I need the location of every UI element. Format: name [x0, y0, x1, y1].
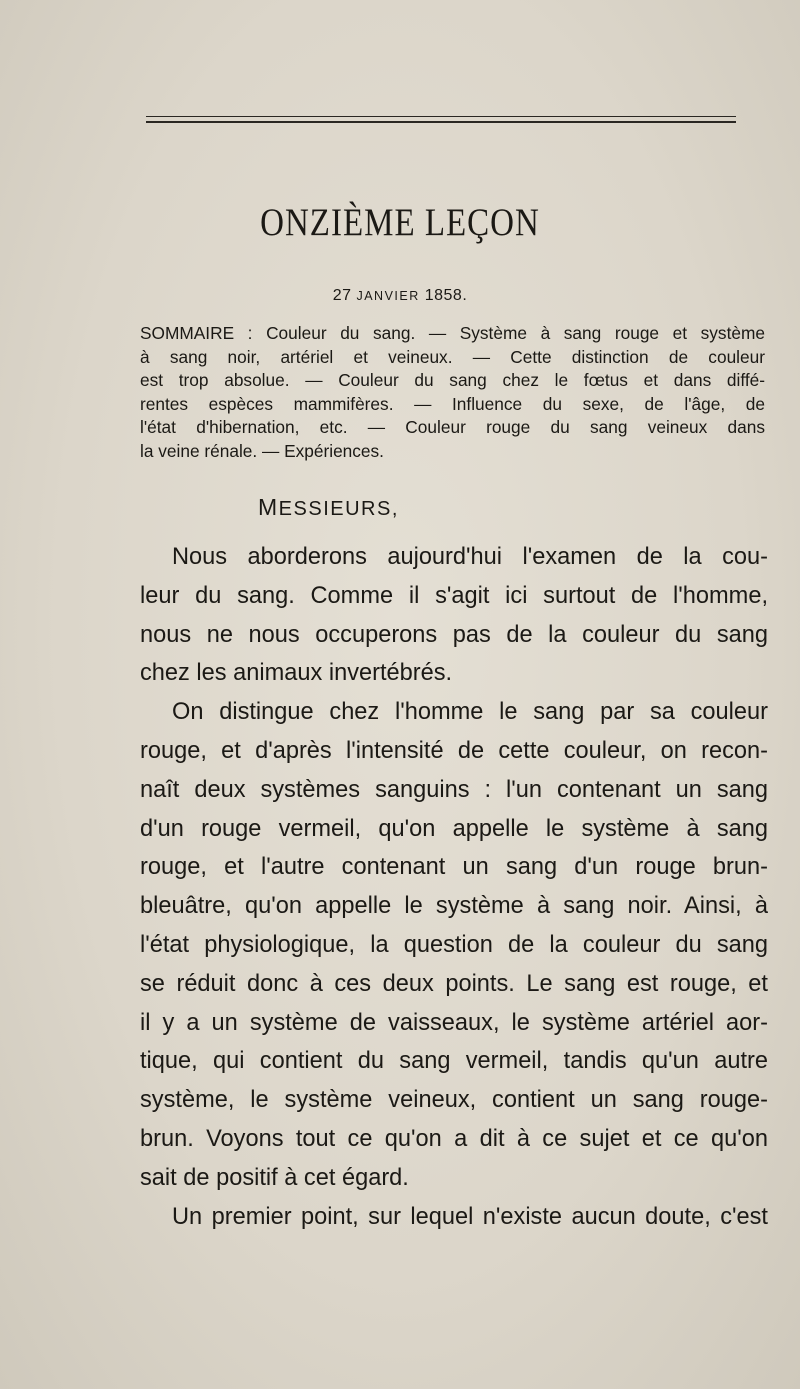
summary-block: [140, 322, 765, 464]
body-text: [140, 538, 768, 1236]
body-line: Un premier point, sur lequel n'existe aucun doute, c'est: [172, 1203, 768, 1230]
summary-line: l'état d'hibernation, etc. — Couleur rouge du sang veineux dans: [140, 417, 765, 438]
summary-line: à sang noir, artériel et veineux. — Cette distinction de couleur: [140, 346, 765, 367]
salutation: [258, 494, 399, 521]
body-line: sait de positif à cet égard.: [140, 1164, 409, 1191]
body-line: système, le système veineux, contient un sang rouge-: [140, 1087, 768, 1114]
body-line: Nous aborderons aujourd'hui l'examen de la cou-: [172, 544, 768, 570]
body-line: bleuâtre, qu'on appelle le système à sang noir. Ainsi, à: [140, 893, 768, 920]
body-line: rouge, et d'après l'intensité de cette couleur, on recon-: [140, 737, 768, 764]
header-rule-thin: [146, 116, 736, 117]
date-day: 27: [332, 287, 352, 304]
salutation-rest: ESSIEURS,: [278, 498, 399, 520]
body-line: naît deux systèmes sanguins : l'un contenant un sang: [140, 776, 768, 803]
body-line: chez les animaux invertébrés.: [140, 660, 453, 687]
body-line: leur du sang. Comme il s'agit ici surtout de l'homme,: [140, 582, 768, 609]
body-line: rouge, et l'autre contenant un sang d'un rouge brun-: [140, 854, 768, 881]
summary-line: la veine rénale. — Expériences.: [140, 440, 384, 461]
body-line: brun. Voyons tout ce qu'on a dit à ce sujet et ce qu'on: [140, 1125, 768, 1152]
body-line: d'un rouge vermeil, qu'on appelle le système à sang: [140, 815, 768, 842]
salutation-initial: M: [258, 494, 279, 520]
body-line: On distingue chez l'homme le sang par sa couleur: [172, 699, 768, 726]
date-month: JANVIER: [356, 289, 420, 303]
body-line: tique, qui contient du sang vermeil, tandis qu'un autre: [140, 1048, 768, 1075]
date-year: 1858.: [424, 287, 468, 304]
body-line: se réduit donc à ces deux points. Le sang est rouge, et: [140, 970, 768, 997]
body-line: nous ne nous occuperons pas de la couleur du sang: [140, 621, 768, 648]
lesson-title: ONZIÈME LEÇON: [260, 202, 540, 245]
header-rule-thick: [146, 121, 736, 123]
summary-line: rentes espèces mammifères. — Influence du sexe, de l'âge, de: [140, 393, 765, 414]
body-line: il y a un système de vaisseaux, le système artériel aor-: [140, 1009, 768, 1036]
body-line: l'état physiologique, la question de la couleur du sang: [140, 931, 768, 958]
summary-line: est trop absolue. — Couleur du sang chez le fœtus et dans diffé-: [140, 370, 765, 391]
lesson-date: [0, 287, 800, 305]
summary-line: SOMMAIRE : Couleur du sang. — Système à sang rouge et système: [140, 323, 765, 343]
